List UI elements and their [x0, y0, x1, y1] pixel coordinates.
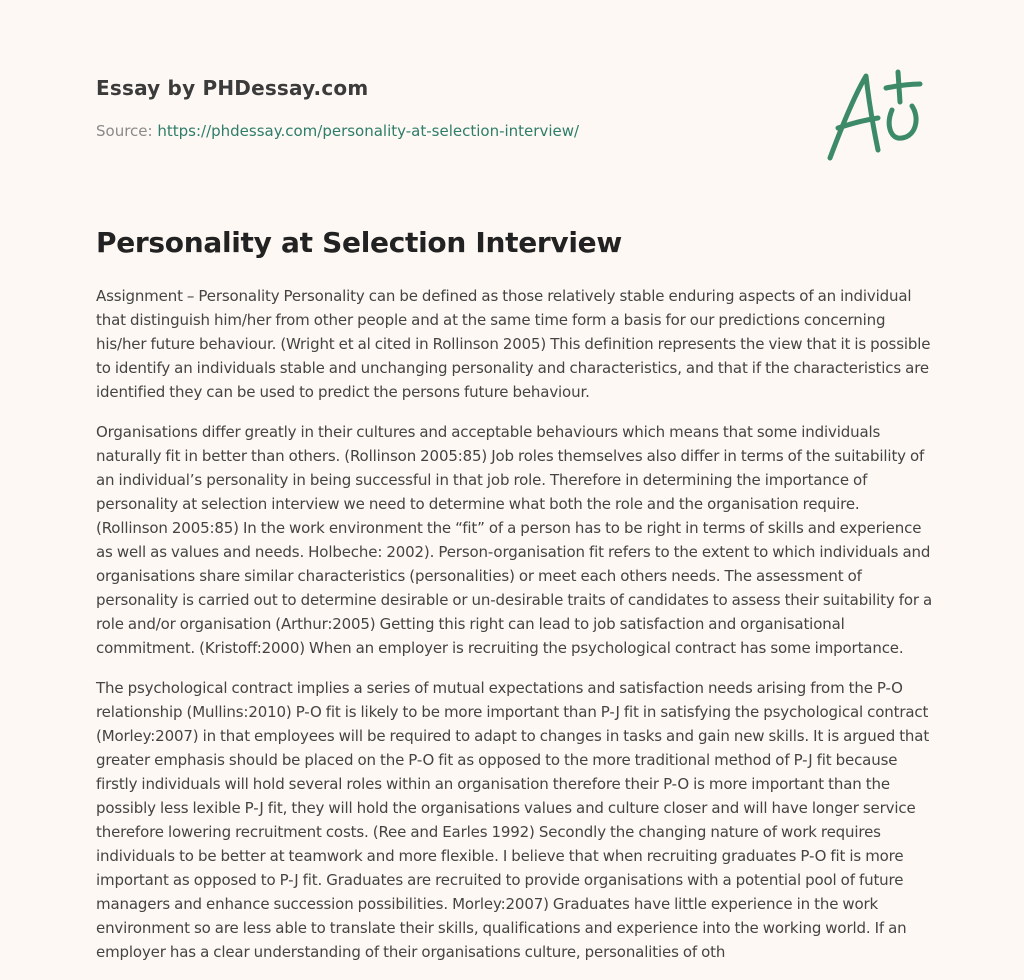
- paragraph: Organisations differ greatly in their cultures and acceptable behaviours which means that some individuals naturally fit in better than others. (Rollinson 2005:85) Job roles themselves also differ in terms of the suitability of an individual’s personality in being successful in that job role. Therefore in determining the importance of personality at selection interview we need to determine what both the role and the organisation require. (Rollinson 2005:85) In the work environment the “fit” of a person has to be right in terms of skills and experience as well as values and needs. Holbeche: 2002). Person-organisation fit refers to the extent to which individuals and organisations share similar characteristics (personalities) or meet each others needs. The assessment of personality is carried out to determine desirable or un-desirable traits of candidates to assess their suitability for a role and/or organisation (Arthur:2005) Getting this right can lead to job satisfaction and organisational commitment. (Kristoff:2000) When an employer is recruiting the psychological contract has some importance.: [96, 423, 933, 657]
- paragraph: Assignment – Personality Personality can be defined as those relatively stable enduring aspects of an individual that distinguish him/her from other people and at the same time form a basis for our predictions concerning his/her future behaviour. (Wright et al cited in Rollinson 2005) This definition represents the view that it is possible to identify an individuals stable and unchanging personality and characteristics, and that if the characteristics are identified they can be used to predict the persons future behaviour.: [96, 287, 931, 401]
- article-title: Personality at Selection Interview: [96, 226, 622, 259]
- essay-header: [96, 76, 796, 140]
- a-plus-logo-icon: [820, 66, 930, 166]
- a-plus-logo: [820, 66, 930, 166]
- article-body: [96, 284, 934, 980]
- paragraph: The psychological contract implies a series of mutual expectations and satisfaction needs arising from the P-O relationship (Mullins:2010) P-O fit is likely to be more important than P-J fit in satisfying the psychological contract (Morley:2007) in that employees will be required to adapt to changes in tasks and gain new skills. It is argued that greater emphasis should be placed on the P-O fit as opposed to the more traditional method of P-J fit because firstly individuals will hold several roles within an organisation therefore their P-O is more important than the possibly less lexible P-J fit, they will hold the organisations values and culture closer and will have longer service therefore lowering recruitment costs. (Ree and Earles 1992) Secondly the changing nature of work requires individuals to be better at teamwork and more flexible. I believe that when recruiting graduates P-O fit is more important as opposed to P-J fit. Graduates are recruited to provide organisations with a potential pool of future managers and enhance succession possibilities. Morley:2007) Graduates have little experience in the work environment so are less able to translate their skills, qualifications and experience into the working world. If an employer has a clear understanding of their organisations culture, personalities of oth: [96, 679, 930, 961]
- source-link[interactable]: https://phdessay.com/personality-at-selection-interview/: [157, 122, 580, 140]
- source-label: Source:: [96, 122, 153, 140]
- brand-title: Essay by PHDessay.com: [96, 76, 369, 100]
- source-line: [96, 122, 796, 140]
